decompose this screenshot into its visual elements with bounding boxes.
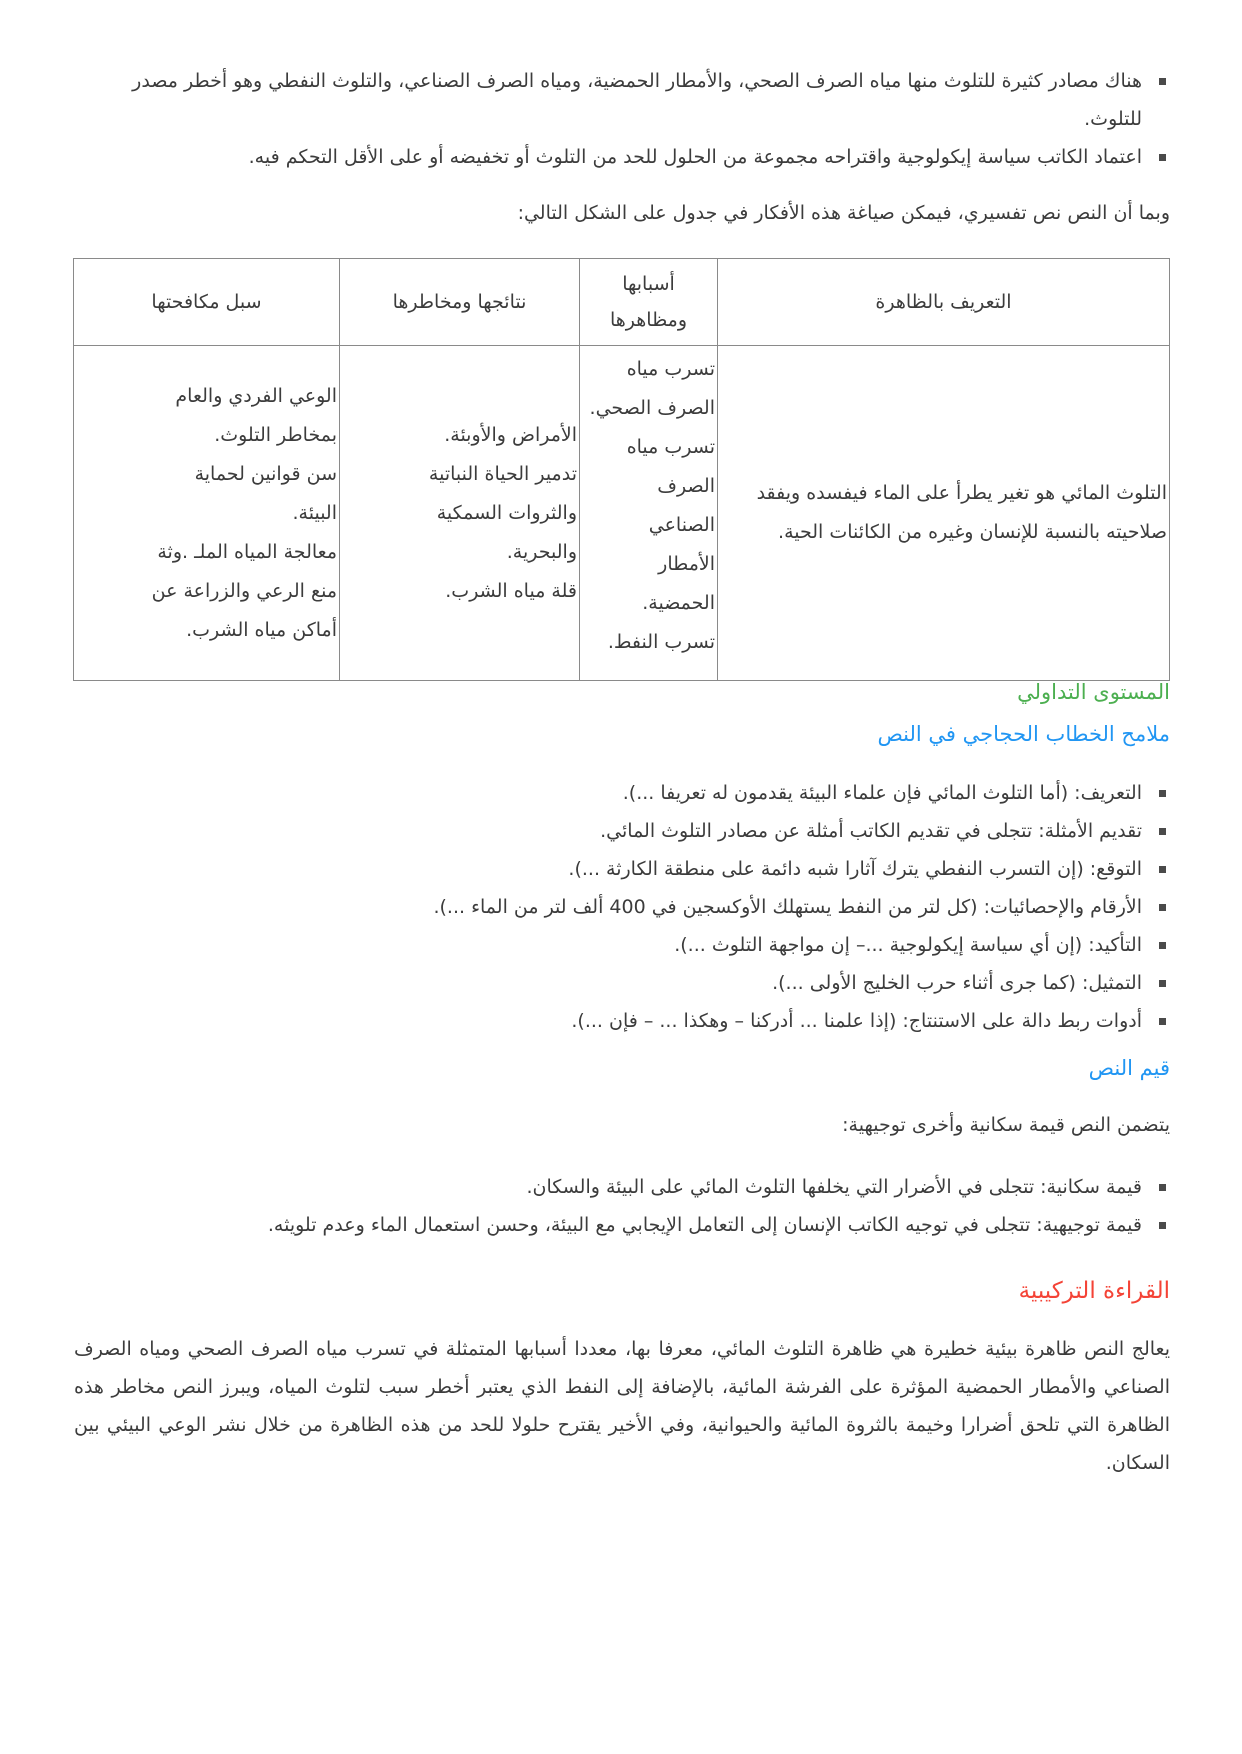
cell-line: بمخاطر التلوث. (214, 423, 337, 446)
cell-line: الصناعي (648, 514, 715, 536)
cell-line: والثروات السمكية (436, 501, 577, 524)
list-item: قيمة توجيهية: تتجلى في توجيه الكاتب الإنسان إلى التعامل الإيجابي مع البيئة، وحسن استعمال الماء وعدم تلويثه. (74, 1206, 1170, 1244)
table-row (74, 346, 1170, 681)
list-item: هناك مصادر كثيرة للتلوث منها مياه الصرف الصحي، والأمطار الحمضية، ومياه الصرف الصناعي، والتلوث النفطي وهو أخطر مصدر للتلوث. (74, 62, 1170, 138)
values-list (74, 1168, 1170, 1244)
header-causes: أسبابها ومظاهرها (580, 259, 718, 346)
cell-definition (718, 346, 1170, 681)
cell-causes (580, 346, 718, 681)
list-item: التعريف: (أما التلوث المائي فإن علماء البيئة يقدمون له تعريفا ...). (74, 774, 1170, 812)
section-heading-pragmatic: المستوى التداولي (1017, 680, 1170, 704)
list-item: أدوات ربط دالة على الاستنتاج: (إذا علمنا ... أدركنا – وهكذا ... – فإن ...). (74, 1002, 1170, 1040)
cell-line: والبحرية. (506, 540, 577, 563)
list-item: الأرقام والإحصائيات: (كل لتر من النفط يستهلك الأوكسجين في 400 ألف لتر من الماء ...). (74, 888, 1170, 926)
cell-line: الصرف (657, 475, 715, 497)
causes-summary-list (74, 62, 1170, 176)
cell-line: تسرب النفط. (607, 631, 715, 653)
cell-line: الحمضية. (642, 592, 715, 614)
values-intro: يتضمن النص قيمة سكانية وأخرى توجيهية: (842, 1114, 1170, 1136)
cell-line: معالجة المياه الملـ .وثة (157, 540, 337, 563)
list-item: قيمة سكانية: تتجلى في الأضرار التي يخلفها التلوث المائي على البيئة والسكان. (74, 1168, 1170, 1206)
list-item: التمثيل: (كما جرى أثناء حرب الخليج الأولى ...). (74, 964, 1170, 1002)
cell-line: الأمراض والأوبئة. (444, 423, 577, 446)
cell-line: التلوث المائي هو تغير يطرأ على الماء فيفسده ويفقد (756, 482, 1167, 504)
synthesis-paragraph: يعالج النص ظاهرة بيئية خطيرة هي ظاهرة التلوث المائي، معرفا بها، معددا أسبابها المتمثلة في تسرب مياه الصرف الصحي ومياه الصرف الصناعي والأمطار الحمضية المؤثرة على الفرشة المائية، بالإضافة إلى النفط الذي يعتبر أخطر سبب لتلوث المياه، ويبرز النص مخاطر هذه الظاهرة التي تلحق أضرارا وخيمة بالثروة المائية والحيوانية، وفي الأخير يقترح حلولا للحد من هذه الظاهرة من خلال نشر الوعي البيئي بين السكان. (74, 1338, 1170, 1474)
cell-line: منع الرعي والزراعة عن (151, 579, 337, 602)
cell-line: الوعي الفردي والعام (175, 384, 337, 407)
header-effects: نتائجها ومخاطرها (340, 259, 580, 346)
cell-line: البيئة. (292, 501, 337, 524)
cell-line: تدمير الحياة النباتية (428, 462, 577, 485)
list-item: تقديم الأمثلة: تتجلى في تقديم الكاتب أمثلة عن مصادر التلوث المائي. (74, 812, 1170, 850)
section-heading-synthesis: القراءة التركيبية (1018, 1278, 1170, 1304)
cell-solutions (74, 346, 340, 681)
list-item: اعتماد الكاتب سياسة إيكولوجية واقتراحه مجموعة من الحلول للحد من التلوث أو تخفيضه أو على الأقل التحكم فيه. (74, 138, 1170, 176)
cell-line: الصرف الصحي. (589, 397, 715, 419)
cell-line: تسرب مياه (626, 436, 715, 458)
list-item: التأكيد: (إن أي سياسة إيكولوجية ...– إن مواجهة التلوث ...). (74, 926, 1170, 964)
argument-features-list (74, 774, 1170, 1040)
cell-effects (340, 346, 580, 681)
section-heading-argument: ملامح الخطاب الحجاجي في النص (877, 722, 1170, 746)
table-header-row (74, 259, 1170, 346)
phenomenon-table (73, 258, 1170, 681)
cell-line: الأمطار (658, 553, 715, 575)
cell-line: أماكن مياه الشرب. (186, 618, 337, 641)
cell-line: صلاحيته بالنسبة للإنسان وغيره من الكائنات الحية. (778, 521, 1167, 543)
header-definition: التعريف بالظاهرة (718, 259, 1170, 346)
header-solutions: سبل مكافحتها (74, 259, 340, 346)
list-item: التوقع: (إن التسرب النفطي يترك آثارا شبه دائمة على منطقة الكارثة ...). (74, 850, 1170, 888)
cell-line: سن قوانين لحماية (194, 462, 337, 485)
section-heading-values: قيم النص (1088, 1056, 1170, 1080)
cell-line: قلة مياه الشرب. (445, 579, 577, 602)
table-intro: وبما أن النص نص تفسيري، فيمكن صياغة هذه الأفكار في جدول على الشكل التالي: (517, 202, 1170, 224)
cell-line: تسرب مياه (626, 358, 715, 380)
